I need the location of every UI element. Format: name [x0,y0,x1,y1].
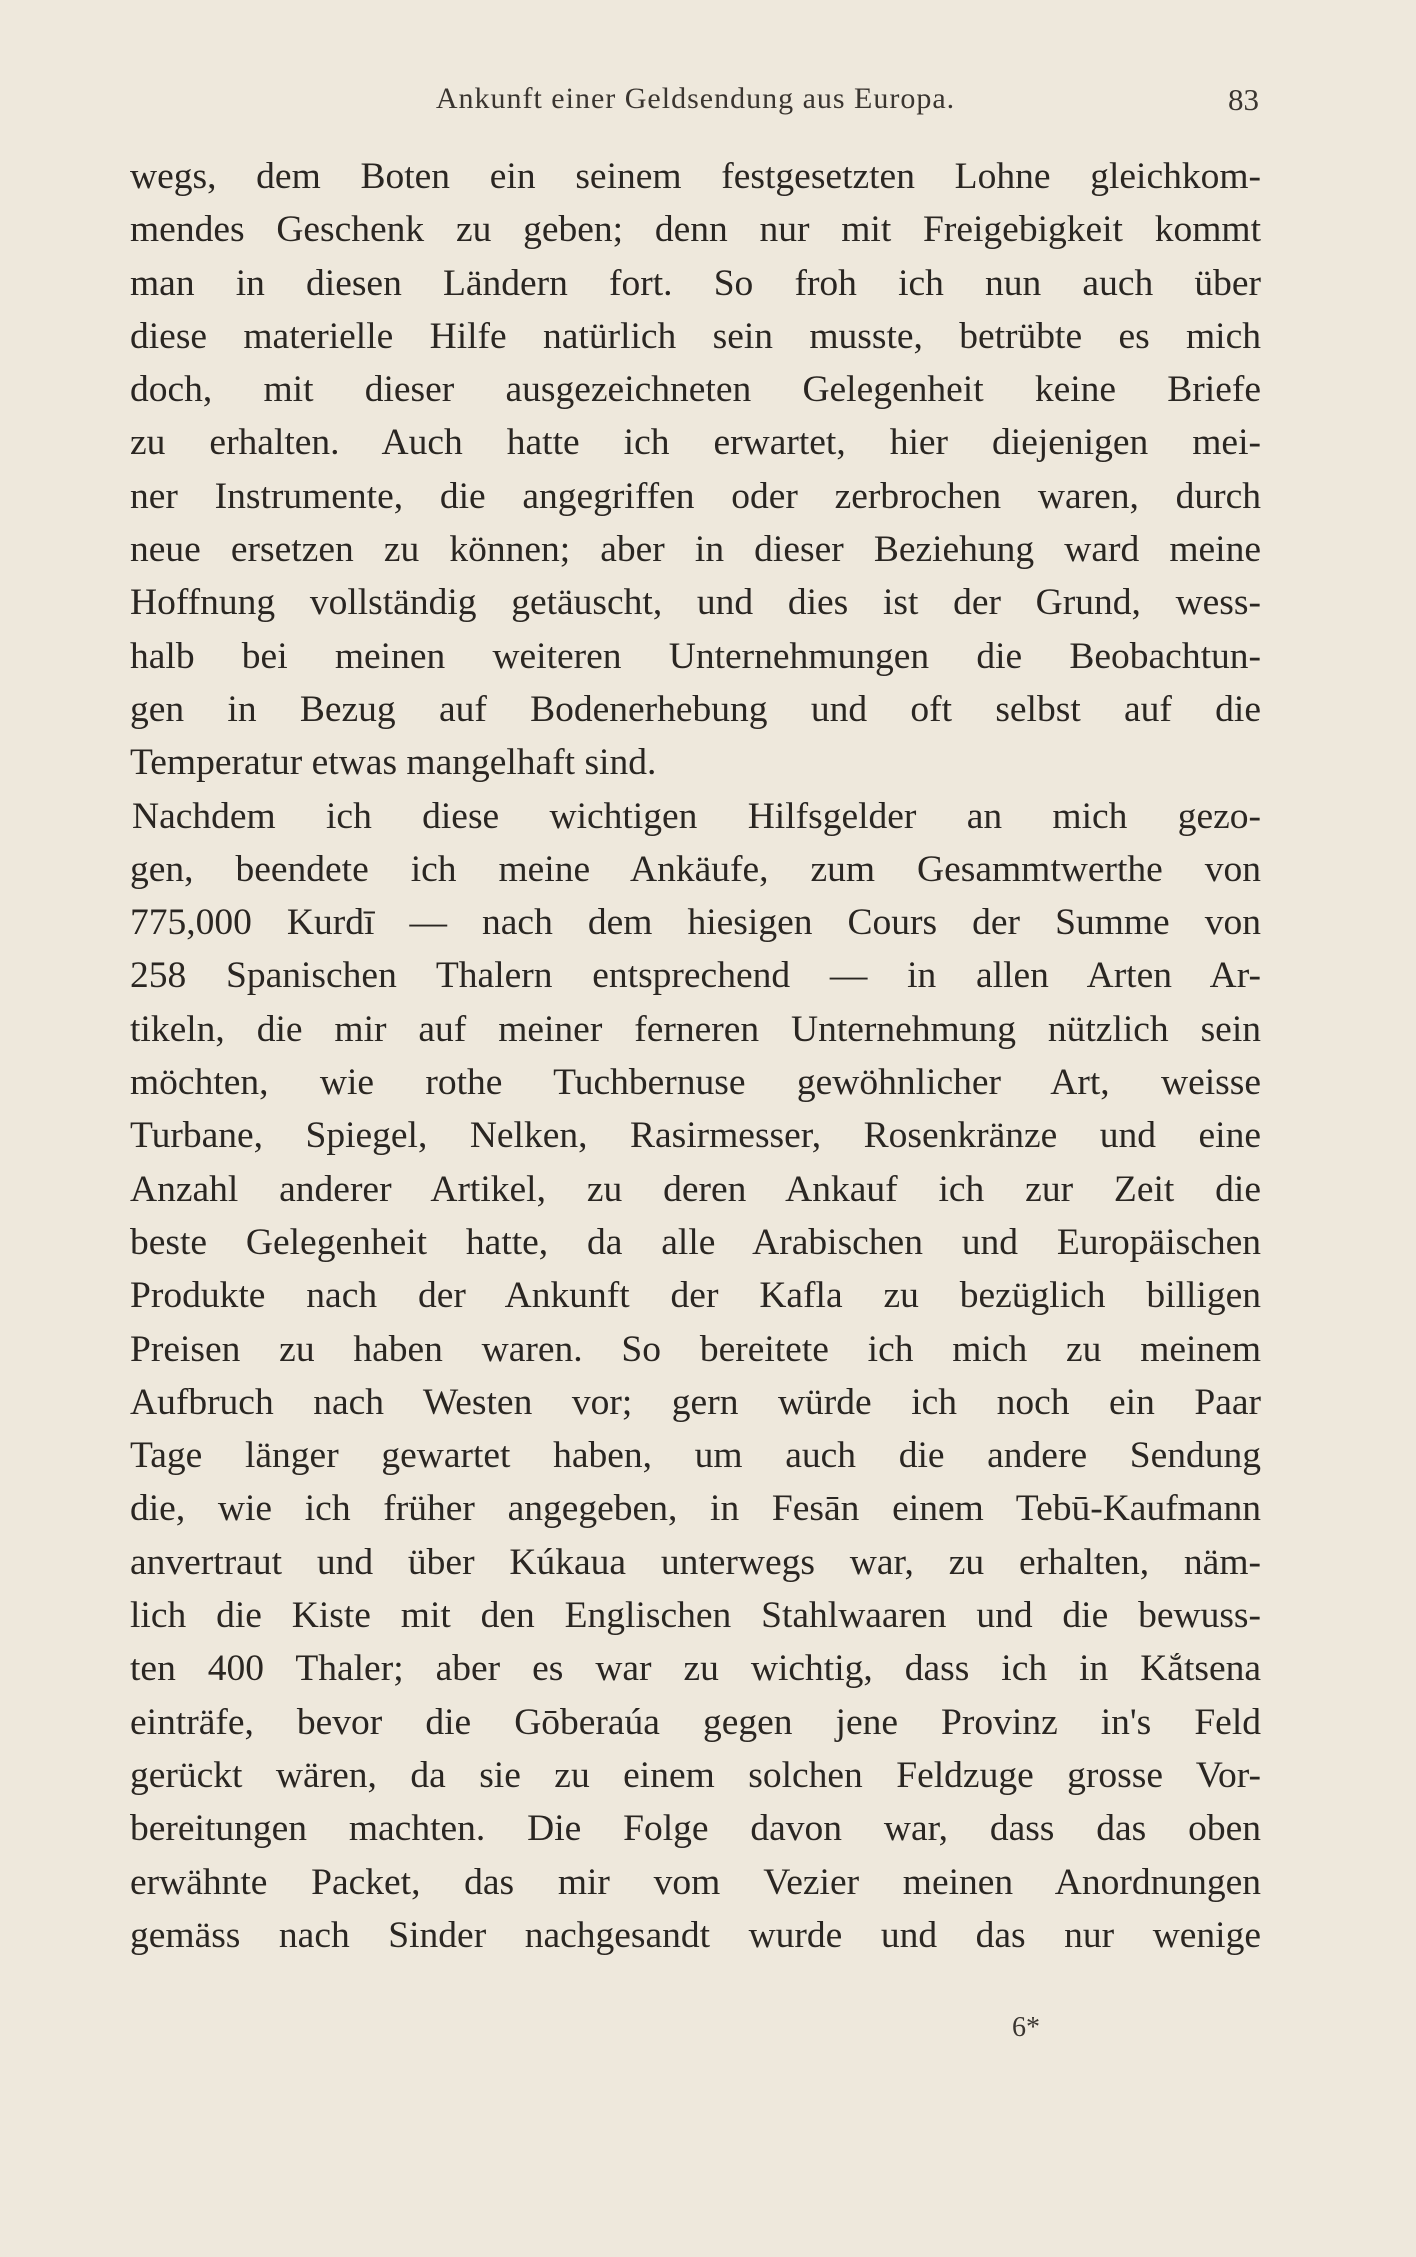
text-line: Hoffnung vollständig getäuscht, und dies ist der Grund, wess- [130,582,1261,624]
text-line: gerückt wären, da sie zu einem solchen Feldzuge grosse Vor- [130,1754,1261,1796]
signature-mark: 6* [1012,2012,1040,2043]
text-line: neue ersetzen zu können; aber in dieser Beziehung ward meine [130,529,1261,571]
text-line: man in diesen Ländern fort. So froh ich nun auch über [130,262,1261,304]
text-line: gen, beendete ich meine Ankäufe, zum Gesammtwerthe von [130,848,1261,890]
text-line: gen in Bezug auf Bodenerhebung und oft selbst auf die [130,688,1261,730]
body-text [130,150,1261,1962]
text-line: Temperatur etwas mangelhaft sind. [130,742,657,784]
text-line: Produkte nach der Ankunft der Kafla zu bezüglich billigen [130,1275,1261,1317]
text-line: möchten, wie rothe Tuchbernuse gewöhnlicher Art, weisse [130,1062,1261,1104]
text-line: Nachdem ich diese wichtigen Hilfsgelder an mich gezo- [132,795,1261,837]
text-line: Turbane, Spiegel, Nelken, Rasirmesser, Rosenkränze und eine [130,1115,1261,1157]
text-line: bereitungen machten. Die Folge davon war, dass das oben [130,1808,1261,1850]
text-line: Tage länger gewartet haben, um auch die andere Sendung [130,1435,1261,1477]
text-line: ner Instrumente, die angegriffen oder zerbrochen waren, durch [130,475,1261,517]
text-line: Aufbruch nach Westen vor; gern würde ich noch ein Paar [130,1381,1261,1423]
text-line: zu erhalten. Auch hatte ich erwartet, hier diejenigen mei- [130,422,1261,464]
text-line: Preisen zu haben waren. So bereitete ich mich zu meinem [130,1328,1261,1370]
text-line: beste Gelegenheit hatte, da alle Arabischen und Europäischen [130,1221,1261,1263]
page-number: 83 [1228,82,1259,117]
text-line: anvertraut und über Kúkaua unterwegs war, zu erhalten, näm- [130,1541,1261,1583]
text-line: Anzahl anderer Artikel, zu deren Ankauf ich zur Zeit die [130,1168,1261,1210]
text-line: erwähnte Packet, das mir vom Vezier meinen Anordnungen [130,1861,1261,1903]
paragraph [130,790,1261,1963]
text-line: einträfe, bevor die Gōberaúa gegen jene Provinz in's Feld [130,1701,1261,1743]
text-line: 775,000 Kurdī — nach dem hiesigen Cours der Summe von [130,902,1261,944]
text-line: mendes Geschenk zu geben; denn nur mit Freigebigkeit kommt [130,209,1261,251]
text-line: tikeln, die mir auf meiner ferneren Unternehmung nützlich sein [130,1008,1261,1050]
text-line: wegs, dem Boten ein seinem festgesetzten Lohne gleichkom- [130,156,1261,197]
running-title: Ankunft einer Geldsendung aus Europa. [435,82,956,115]
text-line: ten 400 Thaler; aber es war zu wichtig, dass ich in Kắtsena [130,1648,1261,1690]
text-line: lich die Kiste mit den Englischen Stahlwaaren und die bewuss- [130,1595,1261,1637]
text-line: die, wie ich früher angegeben, in Fesān einem Tebū-Kaufmann [130,1488,1261,1530]
running-header [130,72,1261,132]
text-line: gemäss nach Sinder nachgesandt wurde und das nur wenige [130,1914,1261,1956]
text-line: doch, mit dieser ausgezeichneten Gelegenheit keine Briefe [130,369,1261,411]
paragraph [130,150,1261,790]
text-line: diese materielle Hilfe natürlich sein musste, betrübte es mich [130,315,1261,357]
text-line: halb bei meinen weiteren Unternehmungen die Beobachtun- [130,635,1261,677]
text-line: 258 Spanischen Thalern entsprechend — in allen Arten Ar- [130,955,1261,997]
